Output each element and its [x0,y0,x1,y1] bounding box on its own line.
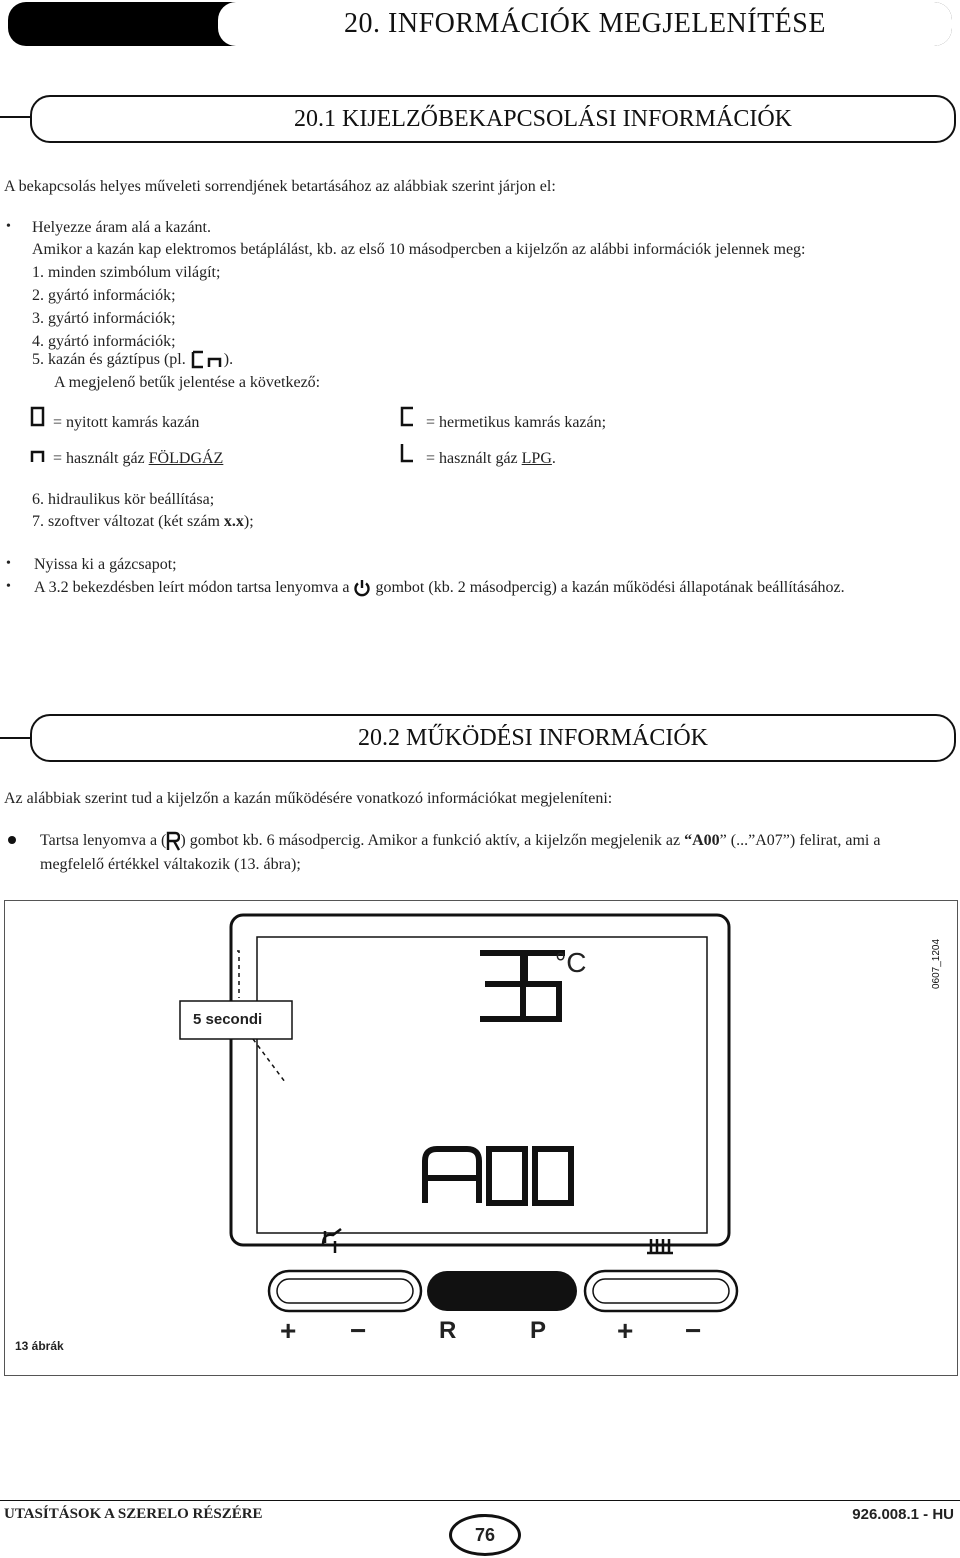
n-segment-icon [30,446,46,464]
bullet-dot [8,836,16,844]
lcd-digits-a00 [425,1149,571,1203]
list-item-7 [32,512,254,532]
l-segment-icon [400,442,416,464]
section2-bullet-bold: “A00 [684,832,720,849]
bullet-marker: • [6,556,11,571]
list-item-3: 3. gyártó információk; [32,310,176,327]
chapter-header-bar [8,2,952,46]
legend-natural-gas [53,449,223,469]
bullet-marker: • [6,579,11,594]
list-item-5-text: 5. kazán és gáztípus (pl. [32,351,186,368]
section-rule-left [0,737,30,739]
right-plus-label: + [617,1315,634,1346]
left-plus-label: + [280,1315,297,1346]
chapter-title: 20. INFORMÁCIÓK MEGJELENÍTÉSE [344,8,826,39]
section1-intro: A bekapcsolás helyes műveleti sorrendjének betartásához az alábbiak szerint járjon el: [4,178,556,195]
lcd-digits-35 [480,953,565,1019]
power-icon [353,579,371,597]
figure-code: 0607_1204 [931,938,942,989]
section2-bullet-line2: megfelelő értékkel váltakozik (13. ábra); [40,856,301,873]
list-item-5-close: ). [223,351,234,368]
section2-bullet-mid: ) gombot kb. 6 másodpercig. Amikor a funkció aktív, a kijelzőn megjelenik az [180,832,681,849]
section1-title: 20.1 KIJELZŐBEKAPCSOLÁSI INFORMÁCIÓK [293,105,793,132]
list-item-1: 1. minden szimbólum világít; [32,264,221,281]
left-minus-label: − [350,1315,367,1346]
bullet2: Nyissa ki a gázcsapot; [34,556,177,573]
section2-intro: Az alábbiak szerint tud a kijelzőn a kazán működésére vonatkozó információkat megjeleníteni: [4,790,613,807]
legend-natural-gas-label: = használt gáz [53,450,145,467]
legend-sealed-chamber: = hermetikus kamrás kazán; [426,414,607,431]
footer-left: UTASÍTÁSOK A SZERELO RÉSZÉRE [4,1506,263,1522]
bullet3-text-pre: A 3.2 bekezdésben leírt módon tartsa lenyomva a [34,579,350,596]
legend-lpg-label: = használt gáz [426,450,518,467]
r-button-icon [166,831,180,851]
legend-lpg-value: LPG [521,450,552,467]
section1-title-box [30,95,956,143]
bullet1-line1: Helyezze áram alá a kazánt. [32,219,211,236]
footer-right: 926.008.1 - HU [852,1506,954,1523]
list-item-6: 6. hidraulikus kör beállítása; [32,491,215,508]
meaning-intro: A megjelenő betűk jelentése a következő: [54,374,321,391]
control-panel-drawing [5,901,957,1375]
section2-title: 20.2 MŰKÖDÉSI INFORMÁCIÓK [357,724,708,751]
r-button-label: R [439,1317,457,1344]
bullet3 [34,578,845,598]
figure-13 [4,900,958,1376]
section2-title-box [30,714,956,762]
o-segment-icon [30,406,46,428]
footer-rule [0,1500,960,1501]
list-item-5 [32,350,233,370]
legend-natural-gas-value: FÖLDGÁZ [148,450,224,467]
seconds-label: 5 secondi [193,1011,263,1028]
legend-lpg-period: . [551,450,556,467]
section2-bullet-pre: Tartsa lenyomva a ( [40,832,167,849]
cn-segment-icon [190,350,224,370]
p-button-label: P [530,1317,547,1344]
page-number: 76 [449,1514,521,1556]
c-segment-icon [400,406,416,428]
legend-open-chamber: = nyitott kamrás kazán [53,414,200,431]
list-item-2: 2. gyártó információk; [32,287,176,304]
figure-caption: 13 ábrák [15,1339,64,1353]
list-item-7-bold: x.x [223,513,244,530]
temperature-unit: °C [555,947,587,978]
legend-lpg [426,449,556,469]
bullet3-text-post: gombot (kb. 2 másodpercig) a kazán működési állapotának beállításához. [375,579,845,596]
section2-bullet-post: ” (...”A07”) felirat, ami a [719,832,881,849]
list-item-7-close: ); [243,513,254,530]
list-item-4: 4. gyártó információk; [32,333,176,350]
section2-bullet-line1 [40,831,880,851]
bullet1-line2: Amikor a kazán kap elektromos betáplálást, kb. az első 10 másodpercben a kijelzőn az alábbi információk jelennek meg: [32,241,806,258]
list-item-7-text: 7. szoftver változat (két szám [32,513,220,530]
bullet-marker: • [6,219,11,234]
section-rule-left [0,116,30,118]
right-minus-label: − [685,1315,702,1346]
